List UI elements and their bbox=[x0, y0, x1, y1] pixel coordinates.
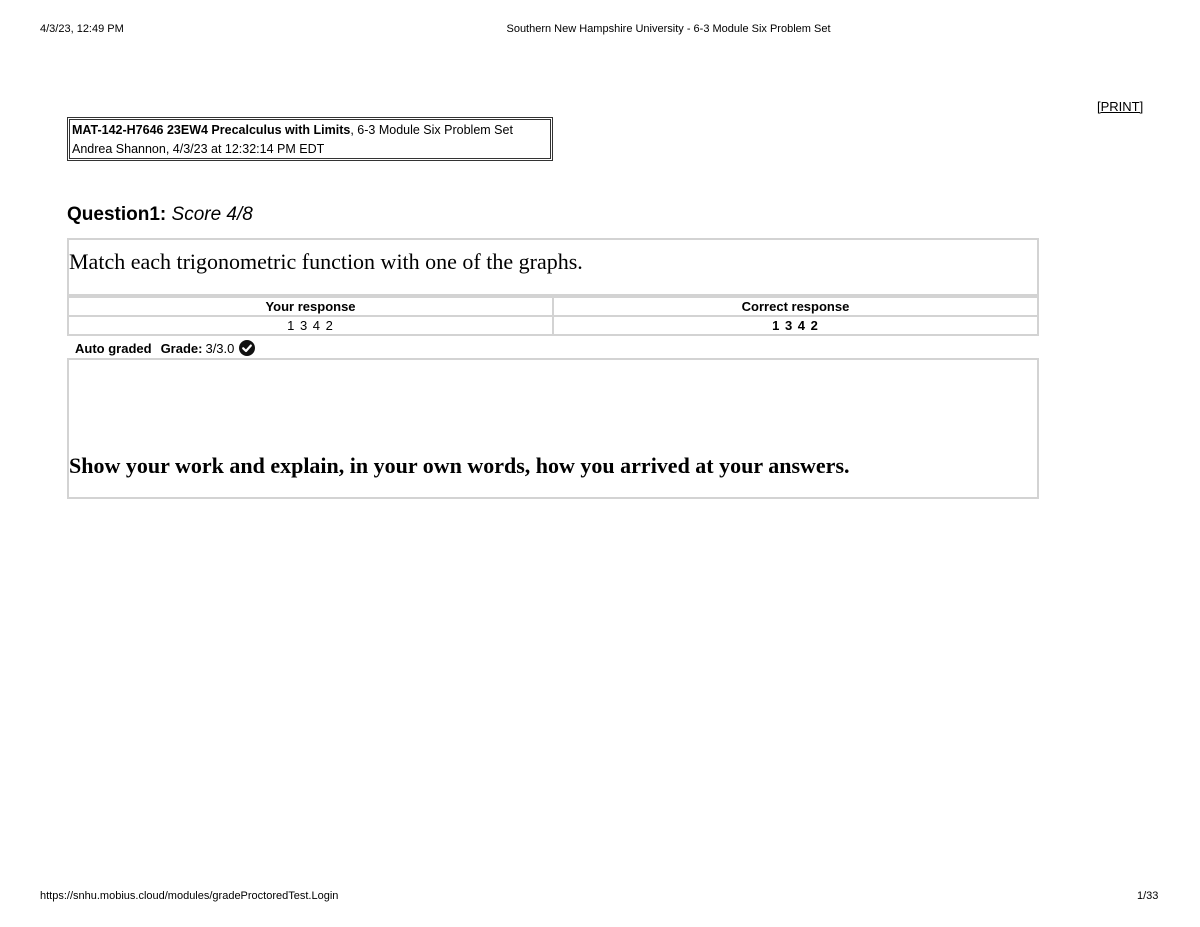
question-score: Score 4/8 bbox=[171, 204, 253, 225]
response-table-row bbox=[68, 316, 1038, 335]
print-datetime: 4/3/23, 12:49 PM bbox=[40, 23, 124, 35]
grade-line bbox=[75, 340, 255, 356]
course-title: MAT-142-H7646 23EW4 Precalculus with Limits bbox=[72, 123, 351, 137]
grade-value: 3/3.0 bbox=[205, 340, 235, 356]
correct-response-value: 1 3 4 2 bbox=[553, 316, 1038, 335]
your-response-header: Your response bbox=[68, 297, 553, 316]
student-submission-info: Andrea Shannon, 4/3/23 at 12:32:14 PM EDT bbox=[72, 142, 325, 156]
response-table-header-row bbox=[68, 297, 1038, 316]
print-page-title: Southern New Hampshire University - 6-3 Module Six Problem Set bbox=[506, 23, 831, 35]
check-circle-icon bbox=[239, 340, 255, 356]
assignment-name: , 6-3 Module Six Problem Set bbox=[350, 123, 513, 137]
auto-graded-label: Auto graded bbox=[75, 340, 152, 356]
print-footer-url: https://snhu.mobius.cloud/modules/gradeProctoredTest.Login bbox=[40, 890, 339, 902]
response-table bbox=[67, 296, 1039, 336]
question-heading bbox=[67, 204, 253, 226]
work-prompt: Show your work and explain, in your own words, how you arrived at your answers. bbox=[69, 453, 850, 478]
question-prompt: Match each trigonometric function with one of the graphs. bbox=[69, 249, 583, 274]
question-prompt-box bbox=[67, 238, 1039, 296]
your-response-value: 1 3 4 2 bbox=[68, 316, 553, 335]
work-explanation-box bbox=[67, 358, 1039, 499]
question-label: Question1: bbox=[67, 204, 167, 225]
print-link[interactable]: [PRINT] bbox=[1097, 99, 1144, 114]
grade-label: Grade: bbox=[160, 340, 203, 356]
correct-response-header: Correct response bbox=[553, 297, 1038, 316]
print-page-number: 1/33 bbox=[1137, 890, 1159, 902]
course-info-box bbox=[67, 117, 553, 161]
